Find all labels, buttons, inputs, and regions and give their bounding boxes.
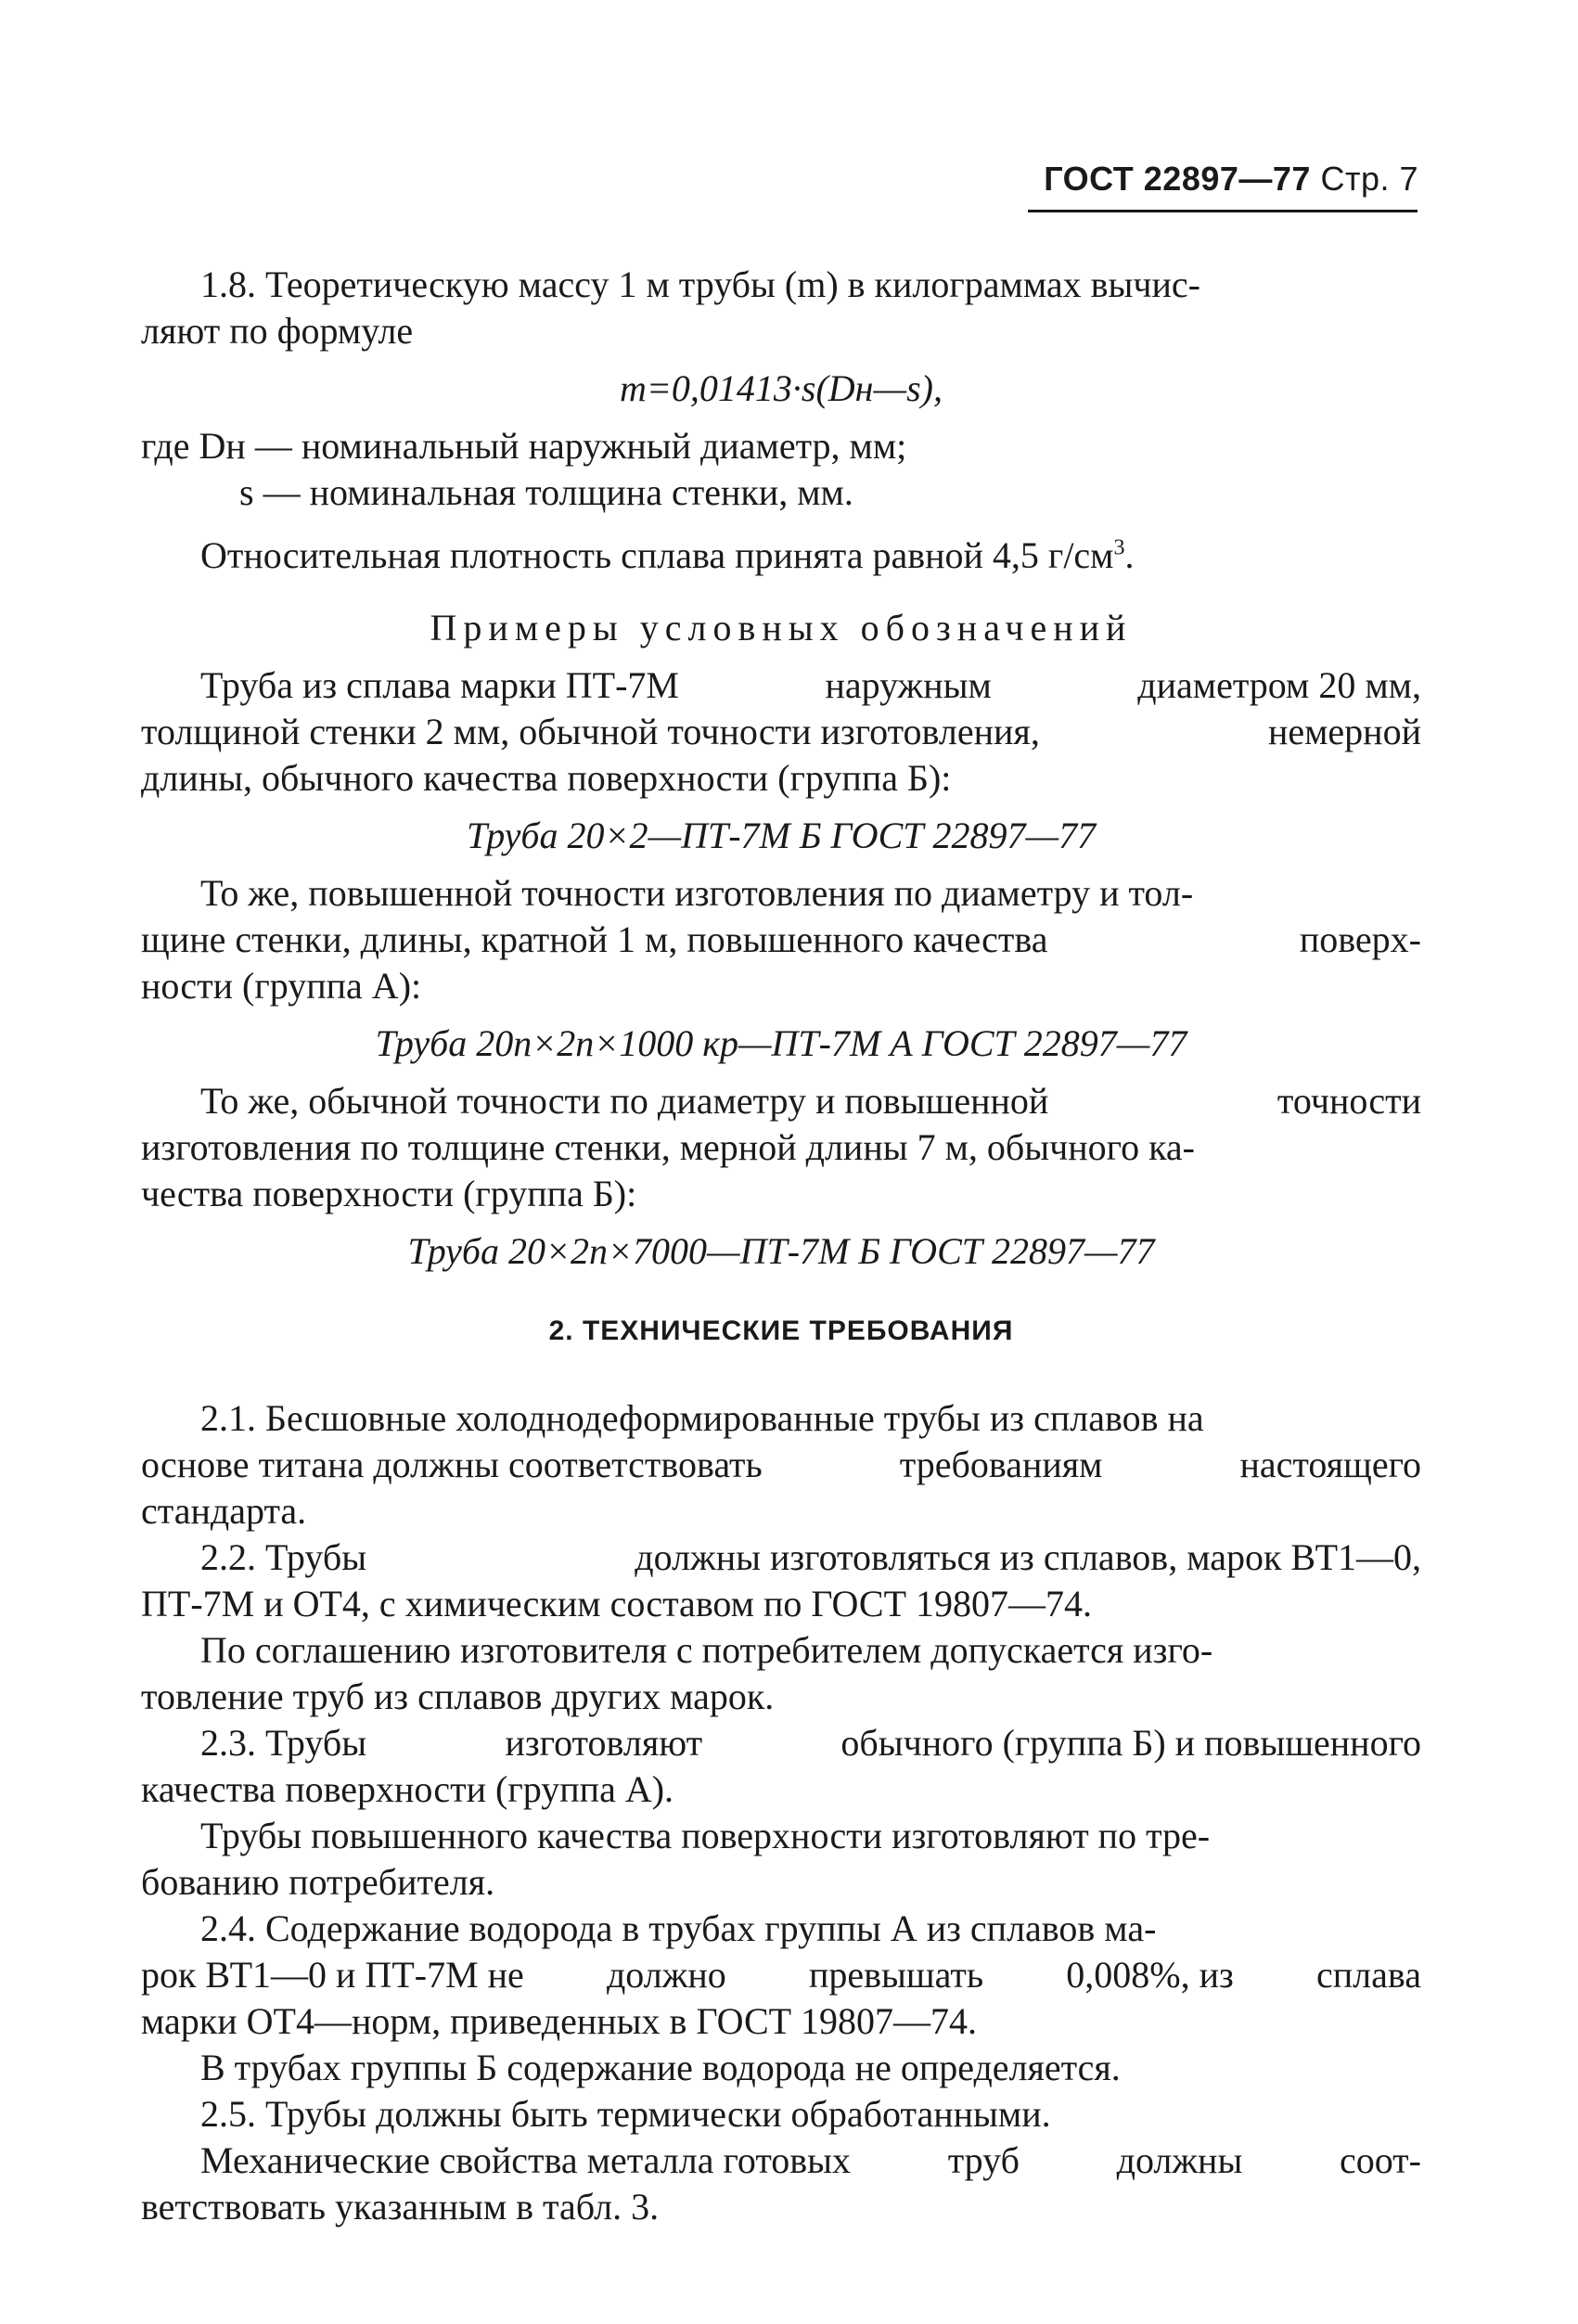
text-line: 2.2. Трубы должны изготовляться из сплавов, марок ВТ1—0, (200, 1536, 1421, 1578)
text-line: изготовления по толщине стенки, мерной длины 7 м, обычного ка- (141, 1126, 1195, 1168)
text-line: Труба из сплава марки ПТ-7М наружным диаметром 20 мм, (200, 664, 1421, 706)
text-line: рок ВТ1—0 и ПТ-7М не должно превышать 0,008%, из сплава (141, 1954, 1421, 1996)
designation-example-1: Труба 20×2—ПТ-7М Б ГОСТ 22897—77 (466, 815, 1097, 856)
text-line: ности (группа А): (141, 965, 422, 1007)
text-line: ветствовать указанным в табл. 3. (141, 2186, 660, 2228)
text-line: бованию потребителя. (141, 1861, 495, 1903)
text-line: основе титана должны соответствовать требованиям настоящего (141, 1444, 1421, 1485)
text-line: длины, обычного качества поверхности (группа Б): (141, 757, 952, 799)
text-line: ПТ-7М и ОТ4, с химическим составом по ГОСТ 19807—74. (141, 1583, 1092, 1624)
text-line: 2.3. Трубы изготовляют обычного (группа Б) и повышенного (200, 1722, 1421, 1764)
text-line: То же, обычной точности по диаметру и повышенной точности (200, 1080, 1421, 1122)
section-2 (141, 1308, 1421, 2230)
text-line: В трубах группы Б содержание водорода не определяется. (200, 2047, 1121, 2088)
paragraph-1-8 (141, 262, 1421, 579)
text-line: где Dн — номинальный наружный диаметр, мм; (141, 425, 907, 467)
text-line: 2.4. Содержание водорода в трубах группы А из сплавов ма- (200, 1907, 1157, 1949)
text-line: То же, повышенной точности изготовления по диаметру и тол- (200, 872, 1194, 914)
page-header (1044, 160, 1418, 199)
text-line: марки ОТ4—норм, приведенных в ГОСТ 19807—74. (141, 2000, 978, 2042)
examples-section (141, 605, 1421, 1275)
text-line: качества поверхности (группа А). (141, 1768, 674, 1810)
density-line: Относительная плотность сплава принята равной 4,5 $г/см^3$. (200, 534, 1135, 576)
text-line: щине стенки, длины, кратной 1 м, повышенного качества поверх- (141, 918, 1421, 960)
standard-number: ГОСТ 22897—77 (1044, 160, 1311, 198)
text-line: товление труб из сплавов других марок. (141, 1676, 775, 1717)
text-line: чества поверхности (группа Б): (141, 1173, 637, 1214)
text-line: ляют по формуле (141, 310, 414, 352)
text-line: толщиной стенки 2 мм, обычной точности изготовления, немерной (141, 711, 1421, 752)
mass-formula: m=0,01413·s(Dн—s), (620, 367, 943, 409)
text-line: 2.5. Трубы должны быть термически обработанными. (200, 2093, 1051, 2135)
text-line: стандарта. (141, 1490, 307, 1532)
text-line: Механические свойства металла готовых труб должны соот- (200, 2139, 1421, 2181)
designation-example-3: Труба 20×2п×7000—ПТ-7М Б ГОСТ 22897—77 (407, 1230, 1155, 1272)
text-line: 1.8. Теоретическую массу 1 м трубы (m) в килограммах вычис- (200, 263, 1200, 305)
page-number: Стр. 7 (1320, 160, 1418, 198)
examples-heading: Примеры условных обозначений (430, 607, 1133, 648)
text-line: Трубы повышенного качества поверхности изготовляют по тре- (200, 1815, 1211, 1856)
text-line: По соглашению изготовителя с потребителем допускается изго- (200, 1629, 1213, 1671)
text-line: 2.1. Бесшовные холоднодеформированные трубы из сплавов на (200, 1397, 1204, 1439)
section-2-title: 2. ТЕХНИЧЕСКИЕ ТРЕБОВАНИЯ (548, 1316, 1014, 1346)
designation-example-2: Труба 20п×2п×1000 кр—ПТ-7М А ГОСТ 22897—77 (375, 1022, 1187, 1064)
header-rule (1028, 210, 1418, 212)
text-line: s — номинальная толщина стенки, мм. (239, 471, 853, 513)
